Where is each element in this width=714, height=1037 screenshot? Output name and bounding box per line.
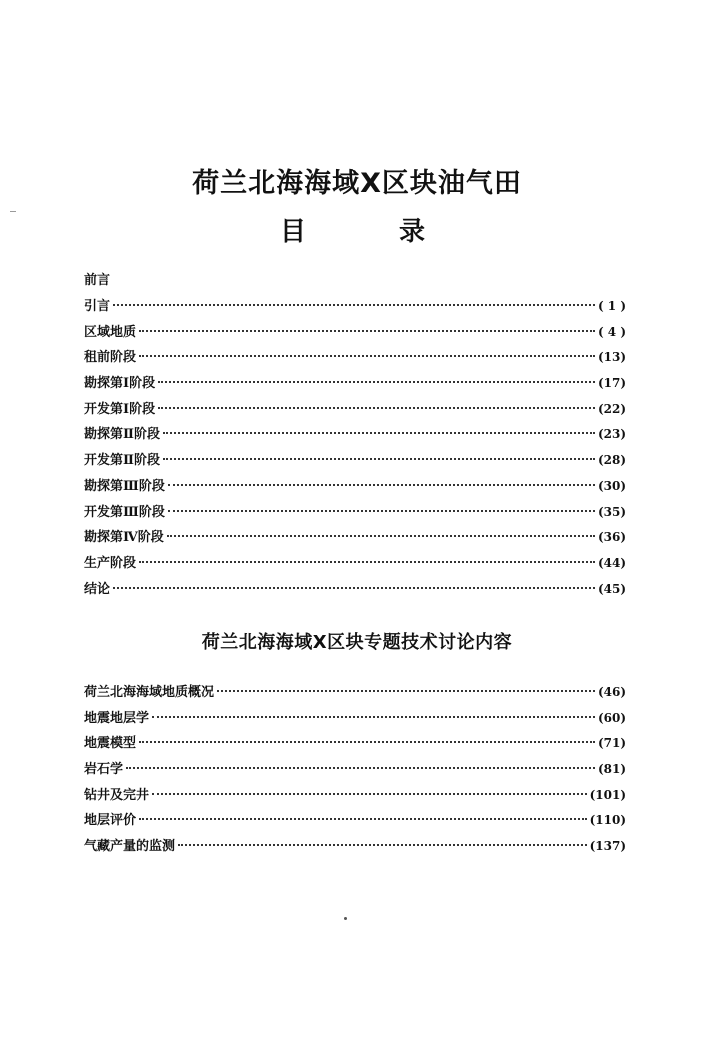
preface-heading: 前言: [84, 273, 111, 288]
toc-entry-label: 生产阶段: [84, 555, 137, 571]
toc-entry-label: 开发第Ⅱ阶段: [84, 453, 160, 469]
toc-entry-label: 勘探第Ⅱ阶段: [84, 427, 160, 443]
toc-entry-page: (22): [597, 401, 626, 416]
toc-entry-page: (44): [597, 555, 626, 570]
toc-entry: [84, 449, 626, 475]
dot-leader: [158, 407, 595, 409]
toc-entry-page: (23): [597, 427, 626, 442]
toc-entry-page: (36): [597, 530, 626, 545]
toc-entry: [84, 526, 626, 552]
toc-entry-page: (13): [597, 350, 626, 365]
toc-entry: [84, 295, 626, 321]
dot-leader: [168, 484, 595, 486]
dot-leader: [158, 381, 595, 383]
toc-entry: [84, 552, 626, 578]
dot-leader: [178, 844, 587, 846]
toc-entry-label: 区域地质: [84, 324, 137, 340]
toc-entry: [84, 835, 626, 861]
toc-entry: [84, 346, 626, 372]
dot-leader: [163, 458, 595, 460]
toc-entry-label: 勘探第Ⅳ阶段: [84, 530, 164, 546]
dot-leader: [139, 818, 587, 820]
topics-heading: 荷兰北海海域X区块专题技术讨论内容: [201, 632, 513, 653]
dot-leader: [152, 793, 587, 795]
toc-entry: [84, 475, 626, 501]
dot-leader: [139, 741, 595, 743]
toc-entry-label: 气藏产量的监测: [84, 839, 176, 855]
toc-entry-label: 勘探第Ⅲ阶段: [84, 478, 165, 494]
toc-entry-page: (71): [597, 736, 626, 751]
toc-entry-page: (60): [597, 710, 626, 725]
scan-mark: [10, 211, 16, 212]
dot-leader: [139, 355, 595, 357]
contents-heading-char-2: 录: [399, 217, 426, 247]
toc-entry: [84, 732, 626, 758]
toc-entry: [84, 758, 626, 784]
toc-topics-list: [84, 681, 626, 861]
toc-entry-label: 勘探第Ⅰ阶段: [84, 376, 156, 392]
dot-leader: [163, 432, 595, 434]
toc-entry-label: 地震地层学: [84, 710, 150, 726]
toc-entry: [84, 501, 626, 527]
toc-entry-label: 荷兰北海海域地质概况: [84, 685, 215, 700]
toc-entry-label: 岩石学: [84, 762, 124, 778]
toc-entry-page: (81): [597, 762, 626, 777]
toc-entry-label: 引言: [84, 299, 111, 314]
toc-entry-label: 开发第Ⅲ阶段: [84, 504, 165, 520]
toc-entry: [84, 321, 626, 347]
toc-entry-page: (137): [589, 839, 626, 854]
toc-main-list: [84, 270, 626, 603]
toc-entry-page: (35): [597, 504, 626, 519]
toc-entry-page: ( 4 ): [597, 324, 626, 339]
toc-entry: [84, 784, 626, 810]
toc-entry-page: (17): [597, 376, 626, 391]
toc-entry-label: 地震模型: [84, 736, 137, 752]
toc-entry-page: (45): [597, 581, 626, 596]
contents-heading-char-1: 目: [280, 217, 307, 247]
toc-entry-page: (28): [597, 453, 626, 468]
toc-entry-page: (110): [589, 813, 626, 828]
dot-leader: [168, 510, 595, 512]
dot-leader: [152, 716, 595, 718]
toc-entry: [84, 809, 626, 835]
toc-entry-page: (46): [597, 685, 626, 699]
dot-leader: [167, 535, 595, 537]
toc-entry-label: 开发第Ⅰ阶段: [84, 401, 156, 417]
toc-entry-page: (101): [589, 787, 626, 802]
toc-entry: [84, 681, 626, 707]
toc-entry-page: ( 1 ): [597, 299, 626, 313]
dot-leader: [113, 304, 595, 306]
dot-leader: [126, 767, 595, 769]
toc-entry-label: 地层评价: [84, 813, 137, 829]
document-title: 荷兰北海海域X区块油气田: [192, 168, 522, 199]
toc-entry: [84, 423, 626, 449]
contents-heading: [0, 214, 714, 250]
toc-entry: [84, 398, 626, 424]
dot-leader: [217, 690, 595, 692]
toc-entry: [84, 372, 626, 398]
dot-leader: [139, 561, 595, 563]
toc-entry-label: 租前阶段: [84, 350, 137, 366]
toc-entry-label: 结论: [84, 581, 111, 597]
scan-speck: [344, 917, 347, 920]
toc-entry: [84, 578, 626, 604]
toc-entry-label: 钻井及完井: [84, 787, 150, 803]
dot-leader: [113, 587, 595, 589]
toc-entry: [84, 707, 626, 733]
toc-entry-page: (30): [597, 478, 626, 493]
dot-leader: [139, 330, 595, 332]
